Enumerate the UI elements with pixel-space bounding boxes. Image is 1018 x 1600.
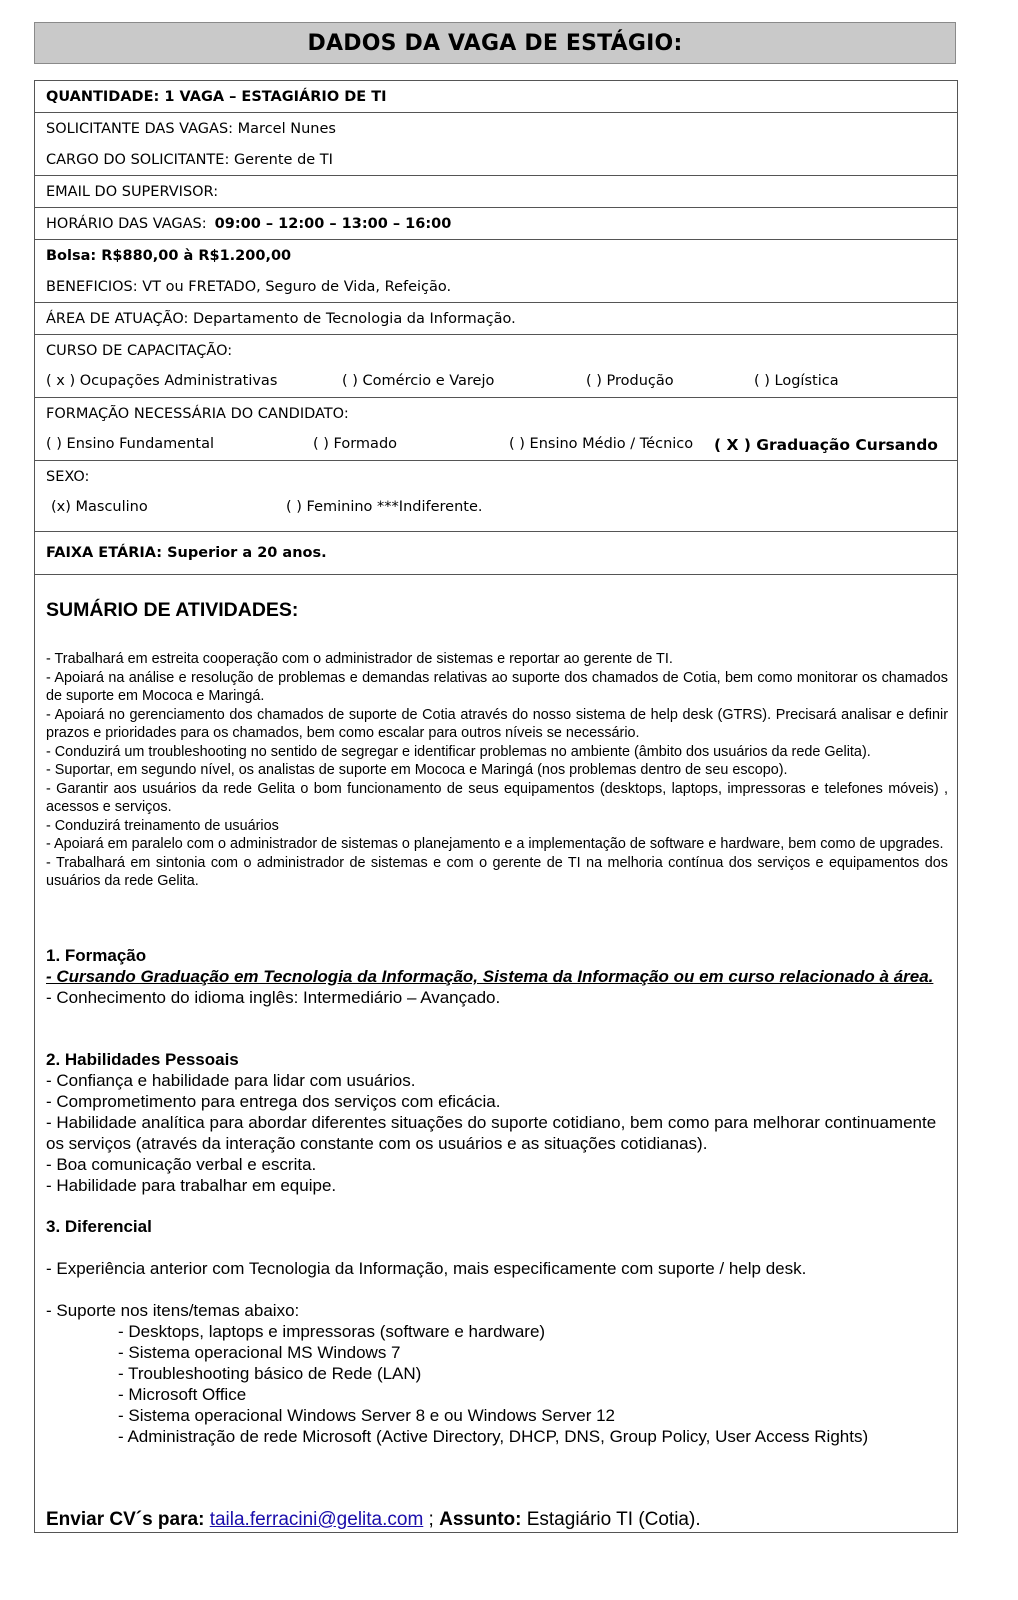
email-supervisor-row — [35, 176, 957, 208]
page-title: DADOS DA VAGA DE ESTÁGIO: — [34, 22, 956, 64]
formacao-option-medio[interactable]: ( ) Ensino Médio / Técnico — [509, 436, 694, 452]
horario-value: 09:00 – 12:00 – 13:00 – 16:00 — [214, 215, 452, 232]
formacao-label: FORMAÇÃO NECESSÁRIA DO CANDIDATO: — [46, 405, 349, 422]
suporte-item: - Sistema operacional Windows Server 8 e ou Windows Server 12 — [118, 1406, 615, 1425]
formacao-option-formado[interactable]: ( ) Formado — [313, 436, 398, 452]
suporte-item: - Troubleshooting básico de Rede (LAN) — [118, 1364, 422, 1383]
activity-item: - Trabalhará em estreita cooperação com o administrador de sistemas e reportar ao gerente de TI. — [46, 651, 673, 667]
quantidade-text: QUANTIDADE: 1 VAGA – ESTAGIÁRIO DE TI — [46, 88, 387, 105]
activity-item: - Apoiará na análise e resolução de problemas e demandas relativas ao suporte dos chamados de Cotia, bem como monitorar os chamados de suporte em Mococa e Maringá. — [46, 669, 948, 704]
bolsa-row — [35, 240, 957, 303]
activity-item: - Conduzirá treinamento de usuários — [46, 817, 279, 834]
summary-title: SUMÁRIO DE ATIVIDADES: — [46, 599, 299, 621]
formacao-options — [46, 429, 946, 460]
sexo-label: SEXO: — [46, 468, 90, 485]
activity-item: - Conduzirá um troubleshooting no sentido de segregar e identificar problemas no ambiente (âmbito dos usuários da rede Gelita). — [46, 743, 871, 760]
quantidade-row — [35, 81, 957, 113]
formacao-option-fundamental[interactable]: ( ) Ensino Fundamental — [46, 436, 214, 452]
suporte-item: - Microsoft Office — [118, 1385, 247, 1404]
sexo-option-feminino[interactable]: ( ) Feminino ***Indiferente. — [286, 499, 483, 515]
solicitante-row — [35, 113, 957, 176]
suporte-intro: - Suporte nos itens/temas abaixo: — [46, 1301, 300, 1320]
activity-item: - Apoiará em paralelo com o administrador de sistemas o planejamento e a implementação de software e hardware, bem como de upgrades. — [46, 836, 944, 852]
habilidade-item: - Habilidade analítica para abordar diferentes situações do suporte cotidiano, bem como para melhorar continuamente os serviços (através da interação constante com os usuários e as situações cotidianas). — [46, 1113, 937, 1153]
cv-label: Enviar CV´s para: — [46, 1509, 205, 1530]
formacao-option-graduacao[interactable]: ( X ) Graduação Cursando — [714, 436, 938, 454]
sexo-options — [46, 492, 946, 523]
diferencial-section — [46, 1216, 948, 1447]
habilidade-item: - Boa comunicação verbal e escrita. — [46, 1155, 317, 1174]
cv-assunto-label: Assunto: — [439, 1509, 522, 1530]
formacao-section — [46, 945, 948, 1008]
curso-label: CURSO DE CAPACITAÇÃO: — [46, 342, 233, 359]
diferencial-experience: - Experiência anterior com Tecnologia da Informação, mais especificamente com suporte / help desk. — [46, 1259, 807, 1278]
habilidade-item: - Confiança e habilidade para lidar com usuários. — [46, 1071, 416, 1090]
diferencial-title: 3. Diferencial — [46, 1217, 152, 1236]
send-cv-line — [46, 1509, 701, 1531]
habilidades-title: 2. Habilidades Pessoais — [46, 1050, 239, 1069]
summary-section — [34, 575, 958, 1533]
horario-row — [35, 208, 957, 240]
habilidades-section — [46, 1049, 948, 1196]
curso-option-administrativas[interactable]: ( x ) Ocupações Administrativas — [46, 373, 278, 389]
beneficios-text: BENEFICIOS: VT ou FRETADO, Seguro de Vida, Refeição. — [46, 278, 452, 295]
activity-item: - Suportar, em segundo nível, os analistas de suporte em Mococa e Maringá (nos problemas dentro de seu escopo). — [46, 762, 788, 778]
faixa-text: FAIXA ETÁRIA: Superior a 20 anos. — [46, 545, 327, 561]
activity-item: - Apoiará no gerenciamento dos chamados de suporte de Cotia através do nosso sistema de help desk (GTRS). Precisará analisar e definir prazos e prioridades para os chamados, bem como escalar para outros níveis se necessário. — [46, 706, 948, 741]
habilidade-item: - Habilidade para trabalhar em equipe. — [46, 1176, 337, 1195]
curso-option-logistica[interactable]: ( ) Logística — [754, 373, 839, 389]
suporte-item: - Administração de rede Microsoft (Active Directory, DHCP, DNS, Group Policy, User Access Rights) — [118, 1427, 869, 1446]
email-supervisor-text: EMAIL DO SUPERVISOR: — [46, 183, 219, 200]
faixa-row — [35, 532, 957, 574]
formacao-title: 1. Formação — [46, 946, 147, 965]
solicitante-text: SOLICITANTE DAS VAGAS: Marcel Nunes — [46, 120, 336, 137]
job-form-table — [34, 80, 958, 575]
curso-option-comercio[interactable]: ( ) Comércio e Varejo — [342, 373, 495, 389]
sexo-option-masculino[interactable]: (x) Masculino — [51, 499, 148, 515]
activities-list — [46, 650, 948, 891]
cv-separator: ; — [423, 1509, 440, 1530]
formacao-row — [35, 398, 957, 461]
area-row — [35, 303, 957, 335]
habilidade-item: - Comprometimento para entrega dos serviços com eficácia. — [46, 1092, 501, 1111]
sexo-row — [35, 461, 957, 532]
area-text: ÁREA DE ATUAÇÃO: Departamento de Tecnologia da Informação. — [46, 310, 516, 327]
activity-item: - Garantir aos usuários da rede Gelita o bom funcionamento de seus equipamentos (desktops, laptops, impressoras e telefones móveis) , acessos e serviços. — [46, 780, 948, 815]
cv-email-link[interactable]: taila.ferracini@gelita.com — [209, 1509, 424, 1530]
horario-label: HORÁRIO DAS VAGAS: — [46, 215, 207, 232]
cv-assunto: Estagiário TI (Cotia). — [521, 1509, 701, 1530]
formacao-highlight: - Cursando Graduação em Tecnologia da Informação, Sistema da Informação ou em curso relacionado à área. — [46, 967, 934, 986]
cargo-text: CARGO DO SOLICITANTE: Gerente de TI — [46, 151, 333, 168]
curso-row — [35, 335, 957, 398]
activity-item: - Trabalhará em sintonia com o administrador de sistemas e com o gerente de TI na melhoria contínua dos serviços e equipamentos dos usuários da rede Gelita. — [46, 854, 948, 889]
suporte-item: - Desktops, laptops e impressoras (software e hardware) — [118, 1322, 546, 1341]
curso-option-producao[interactable]: ( ) Produção — [586, 373, 674, 389]
formacao-item: - Conhecimento do idioma inglês: Intermediário – Avançado. — [46, 988, 501, 1007]
bolsa-text: Bolsa: R$880,00 à R$1.200,00 — [46, 247, 292, 264]
horario-line — [46, 208, 946, 239]
suporte-item: - Sistema operacional MS Windows 7 — [118, 1343, 401, 1362]
curso-options — [46, 366, 946, 397]
